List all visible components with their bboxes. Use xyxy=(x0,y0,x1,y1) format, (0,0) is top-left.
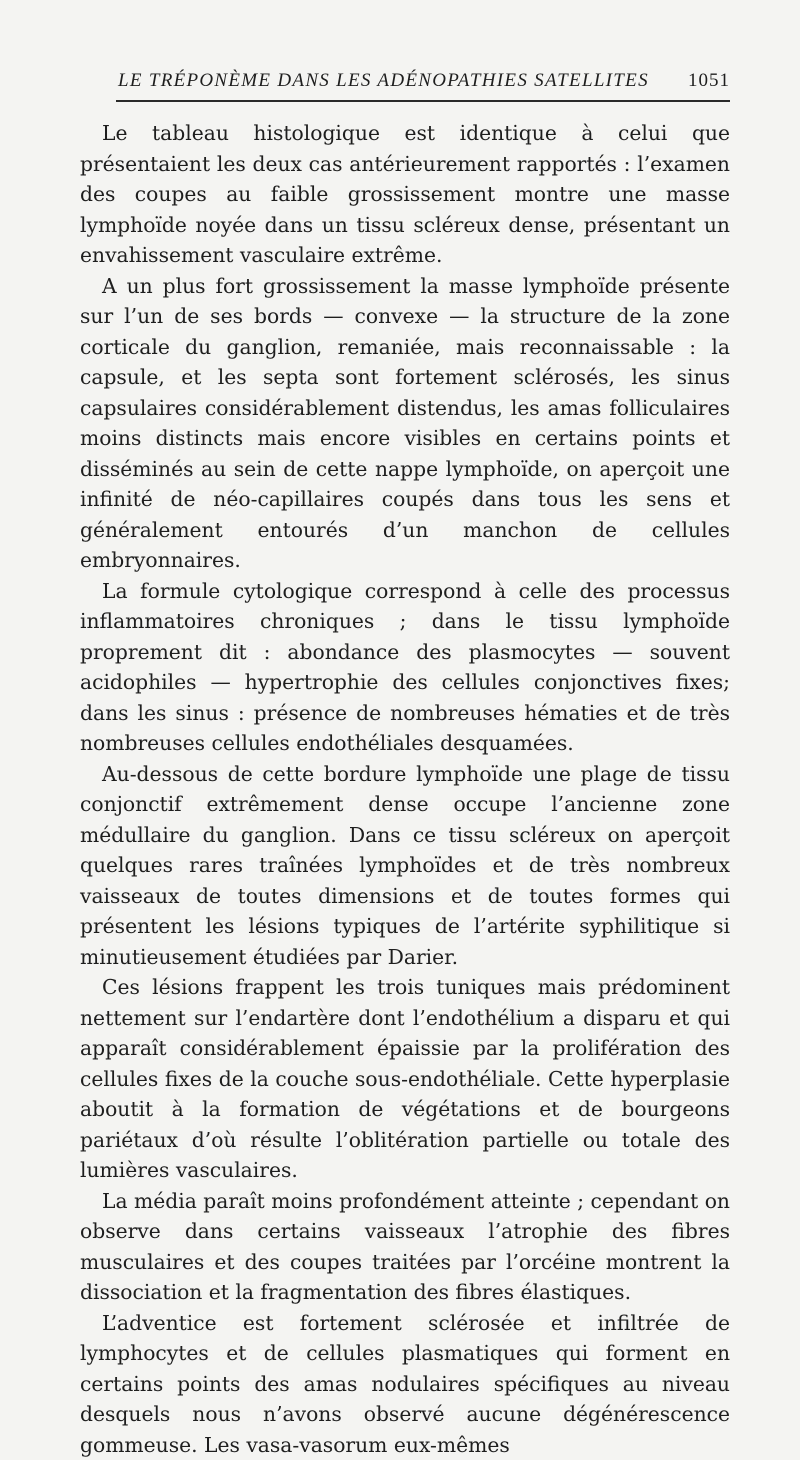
paragraph: L’adventice est fortement sclérosée et infiltrée de lymphocytes et de cellules plasmatiques qui forment en certains points des amas nodulaires spécifiques au niveau desquels nous n’avons observé aucune dégénérescence gommeuse. Les vasa-vasorum eux-mêmes xyxy=(80,1308,730,1460)
paragraph: La formule cytologique correspond à celle des processus inflammatoires chroniques ; dans le tissu lymphoïde proprement dit : abondance des plasmocytes — souvent acidophiles — hypertrophie des cellules conjonctives fixes; dans les sinus : présence de nombreuses hématies et de très nombreuses cellules endothéliales desquamées. xyxy=(80,576,730,759)
page-number: 1051 xyxy=(688,70,730,92)
paragraph: A un plus fort grossissement la masse lymphoïde présente sur l’un de ses bords — convexe — la structure de la zone corticale du ganglion, remaniée, mais reconnaissable : la capsule, et les septa sont fortement sclérosés, les sinus capsulaires considérablement distendus, les amas folliculaires moins distincts mais encore visibles en certains points et disséminés au sein de cette nappe lymphoïde, on aperçoit une infinité de néo-capillaires coupés dans tous les sens et généralement entourés d’un manchon de cellules embryonnaires. xyxy=(80,271,730,576)
paragraph: Le tableau histologique est identique à celui que présentaient les deux cas antérieurement rapportés : l’examen des coupes au faible grossissement montre une masse lymphoïde noyée dans un tissu scléreux dense, présentant un envahissement vasculaire extrême. xyxy=(80,118,730,271)
book-page xyxy=(80,70,730,1460)
paragraph: La média paraît moins profondément atteinte ; cependant on observe dans certains vaisseaux l’atrophie des fibres musculaires et des coupes traitées par l’orcéine montrent la dissociation et la fragmentation des fibres élastiques. xyxy=(80,1186,730,1308)
body-text xyxy=(80,118,730,1460)
paragraph: Ces lésions frappent les trois tuniques mais prédominent nettement sur l’endartère dont l’endothélium a disparu et qui apparaît considérablement épaissie par la prolifération des cellules fixes de la couche sous-endothéliale. Cette hyperplasie aboutit à la formation de végétations et de bourgeons pariétaux d’où résulte l’oblitération partielle ou totale des lumières vasculaires. xyxy=(80,972,730,1186)
paragraph: Au-dessous de cette bordure lymphoïde une plage de tissu conjonctif extrêmement dense occupe l’ancienne zone médullaire du ganglion. Dans ce tissu scléreux on aperçoit quelques rares traînées lymphoïdes et de très nombreux vaisseaux de toutes dimensions et de toutes formes qui présentent les lésions typiques de l’artérite syphilitique si minutieusement étudiées par Darier. xyxy=(80,759,730,973)
running-title: LE TRÉPONÈME DANS LES ADÉNOPATHIES SATELLITES xyxy=(118,70,649,92)
header-rule xyxy=(116,100,730,102)
running-head xyxy=(80,70,730,100)
